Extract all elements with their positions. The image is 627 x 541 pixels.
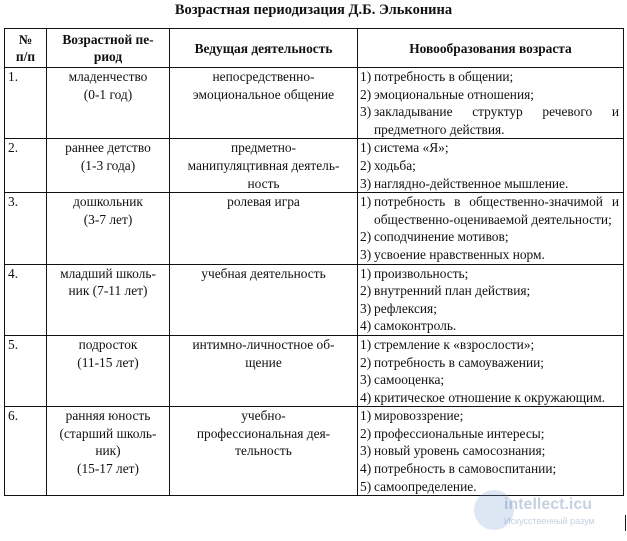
neoformation-text: самооценка; — [374, 372, 445, 388]
neoformation-item — [360, 460, 619, 478]
leading-activity-line: ролевая игра — [227, 194, 300, 210]
age-period-line: (0-1 год) — [83, 86, 133, 102]
header-num-line: п/п — [15, 49, 36, 64]
neoformation-text: рефлексия; — [374, 300, 437, 316]
header-num — [5, 29, 47, 68]
neoformation-number: 3) — [360, 443, 372, 459]
neoformation-text: стремление к «взрослости»; — [374, 336, 535, 352]
age-period-line: подросток — [78, 336, 138, 352]
neoformation-text: система «Я»; — [374, 140, 449, 156]
edge-mark — [625, 515, 626, 531]
neoformation-text: критическое отношение к окружающим. — [374, 389, 606, 405]
neoformations-cell — [358, 407, 624, 496]
neoformation-number: 1) — [360, 408, 372, 424]
age-period-line: (старший школь- — [59, 425, 157, 441]
leading-activity-line: интимно-личностное об- — [192, 336, 335, 352]
header-period-line: риод — [93, 49, 123, 64]
age-period-cell — [47, 335, 170, 406]
neoformation-number: 2) — [360, 229, 372, 245]
neoformation-item — [360, 425, 619, 443]
age-period-cell — [47, 193, 170, 264]
table-row — [5, 68, 624, 139]
neoformation-text: закладывание структур речевого и предметного действия. — [374, 104, 619, 137]
age-period-cell — [47, 407, 170, 496]
neoformations-list — [360, 265, 619, 335]
header-num-line: № — [18, 32, 33, 47]
age-period-cell — [47, 139, 170, 193]
neoformation-number: 4) — [360, 318, 372, 334]
leading-activity-line: щение — [245, 354, 282, 370]
header-period — [47, 29, 170, 68]
header-formations: Новообразования возраста — [358, 29, 624, 68]
leading-activity-line: тельность — [235, 443, 292, 459]
neoformation-text: ходьба; — [374, 157, 416, 173]
age-period-line: (3-7 лет) — [83, 211, 133, 227]
neoformation-item — [360, 442, 619, 460]
leading-activity-cell — [170, 335, 358, 406]
neoformation-item — [360, 193, 619, 228]
table-row — [5, 139, 624, 193]
neoformation-item — [360, 478, 619, 496]
leading-activity-line: профессиональная дея- — [196, 425, 331, 441]
neoformation-number: 1) — [360, 194, 372, 210]
age-period-line: (1-3 года) — [80, 157, 136, 173]
leading-activity-line: манипуляцтивная деятель- — [187, 157, 340, 173]
watermark — [474, 490, 624, 534]
neoformation-number: 3) — [360, 300, 372, 316]
neoformation-item — [360, 246, 619, 264]
neoformation-text: потребность в общении; — [374, 69, 514, 84]
age-period-cell — [47, 264, 170, 335]
neoformation-number: 3) — [360, 372, 372, 388]
neoformations-list — [360, 407, 619, 495]
neoformation-item — [360, 389, 619, 407]
neoformation-number: 1) — [360, 140, 372, 156]
neoformation-item — [360, 103, 619, 138]
neoformation-number: 3) — [360, 104, 372, 120]
age-period-line: младший школь- — [60, 265, 156, 281]
leading-activity-cell — [170, 407, 358, 496]
neoformation-number: 4) — [360, 461, 372, 477]
neoformation-text: соподчинение мотивов; — [374, 229, 509, 245]
leading-activity-line: учебно- — [241, 408, 286, 424]
neoformation-item — [360, 354, 619, 372]
row-number: 6. — [5, 407, 47, 496]
age-period-line: (11-15 лет) — [77, 354, 139, 370]
neoformation-item — [360, 265, 619, 283]
periodization-table — [4, 28, 624, 496]
leading-activity-cell — [170, 264, 358, 335]
neoformation-text: потребность в самовоспитании; — [374, 461, 557, 477]
neoformation-item — [360, 157, 619, 175]
neoformation-item — [360, 282, 619, 300]
neoformation-text: наглядно-действенное мышление. — [374, 175, 569, 191]
row-number: 3. — [5, 193, 47, 264]
neoformation-text: потребность в общественно-значимой и общественно-оцениваемой деятельности; — [374, 194, 619, 227]
document-title: Возрастная периодизация Д.Б. Эльконина — [174, 2, 453, 18]
neoformation-item — [360, 371, 619, 389]
neoformation-number: 2) — [360, 425, 372, 441]
neoformation-item — [360, 139, 619, 157]
row-number: 5. — [5, 335, 47, 406]
neoformation-item — [360, 407, 619, 425]
neoformation-number: 4) — [360, 389, 372, 405]
leading-activity-line: предметно- — [230, 140, 297, 156]
table-row — [5, 407, 624, 496]
neoformations-list — [360, 336, 619, 406]
neoformation-number: 2) — [360, 86, 372, 102]
leading-activity-line: учебная деятельность — [201, 265, 326, 281]
neoformation-item — [360, 228, 619, 246]
watermark-text: intellect.icu — [504, 496, 593, 513]
neoformation-number: 1) — [360, 69, 372, 84]
neoformations-list — [360, 193, 619, 263]
neoformation-text: профессиональные интересы; — [374, 425, 545, 441]
neoformation-text: мировоззрение; — [374, 408, 464, 424]
neoformation-item — [360, 300, 619, 318]
leading-activity-line: непосредственно- — [212, 69, 315, 84]
leading-activity-cell — [170, 68, 358, 139]
neoformation-text: потребность в самоуважении; — [374, 354, 544, 370]
neoformation-item — [360, 317, 619, 335]
neoformations-list — [360, 68, 619, 138]
row-number: 4. — [5, 264, 47, 335]
neoformation-number: 3) — [360, 246, 372, 262]
table-row — [5, 193, 624, 264]
age-period-line: (15-17 лет) — [77, 461, 139, 477]
neoformation-number: 5) — [360, 478, 372, 494]
row-number: 2. — [5, 139, 47, 193]
neoformations-list — [360, 139, 619, 192]
neoformation-text: самоконтроль. — [374, 318, 457, 334]
neoformation-text: внутренний план действия; — [374, 283, 531, 299]
age-period-line: ник (7-11 лет) — [68, 283, 148, 299]
neoformations-cell — [358, 335, 624, 406]
age-period-line: младенчество — [68, 69, 148, 84]
neoformation-number: 2) — [360, 283, 372, 299]
neoformation-item — [360, 175, 619, 193]
neoformations-cell — [358, 193, 624, 264]
row-number: 1. — [5, 68, 47, 139]
neoformation-number: 1) — [360, 265, 372, 281]
neoformation-number: 2) — [360, 354, 372, 370]
neoformation-item — [360, 86, 619, 104]
age-period-cell — [47, 68, 170, 139]
table-row — [5, 264, 624, 335]
neoformation-item — [360, 336, 619, 354]
header-period-line: Возрастной пе- — [62, 32, 154, 47]
age-period-line: раннее детство — [65, 140, 151, 156]
header-activity: Ведущая деятельность — [170, 29, 358, 68]
neoformation-text: новый уровень самосознания; — [374, 443, 546, 459]
neoformation-number: 2) — [360, 157, 372, 173]
table-row — [5, 335, 624, 406]
leading-activity-cell — [170, 139, 358, 193]
leading-activity-cell — [170, 193, 358, 264]
neoformation-text: эмоциональные отношения; — [374, 86, 534, 102]
age-period-line: ранняя юность — [65, 408, 151, 424]
neoformation-text: самоопределение. — [374, 478, 477, 494]
neoformation-text: произвольность; — [374, 265, 469, 281]
neoformation-item — [360, 68, 619, 86]
neoformation-number: 3) — [360, 175, 372, 191]
neoformations-cell — [358, 264, 624, 335]
neoformations-cell — [358, 139, 624, 193]
neoformations-cell — [358, 68, 624, 139]
watermark-subtext: Искусственный разум — [504, 516, 595, 526]
table-header-row — [5, 29, 624, 68]
neoformation-text: усвоение нравственных норм. — [374, 246, 545, 262]
age-period-line: дошкольник — [73, 194, 143, 210]
leading-activity-line: ность — [247, 175, 280, 191]
neoformation-number: 1) — [360, 336, 372, 352]
age-period-line: ник) — [95, 443, 121, 459]
leading-activity-line: эмоциональное общение — [192, 86, 335, 102]
